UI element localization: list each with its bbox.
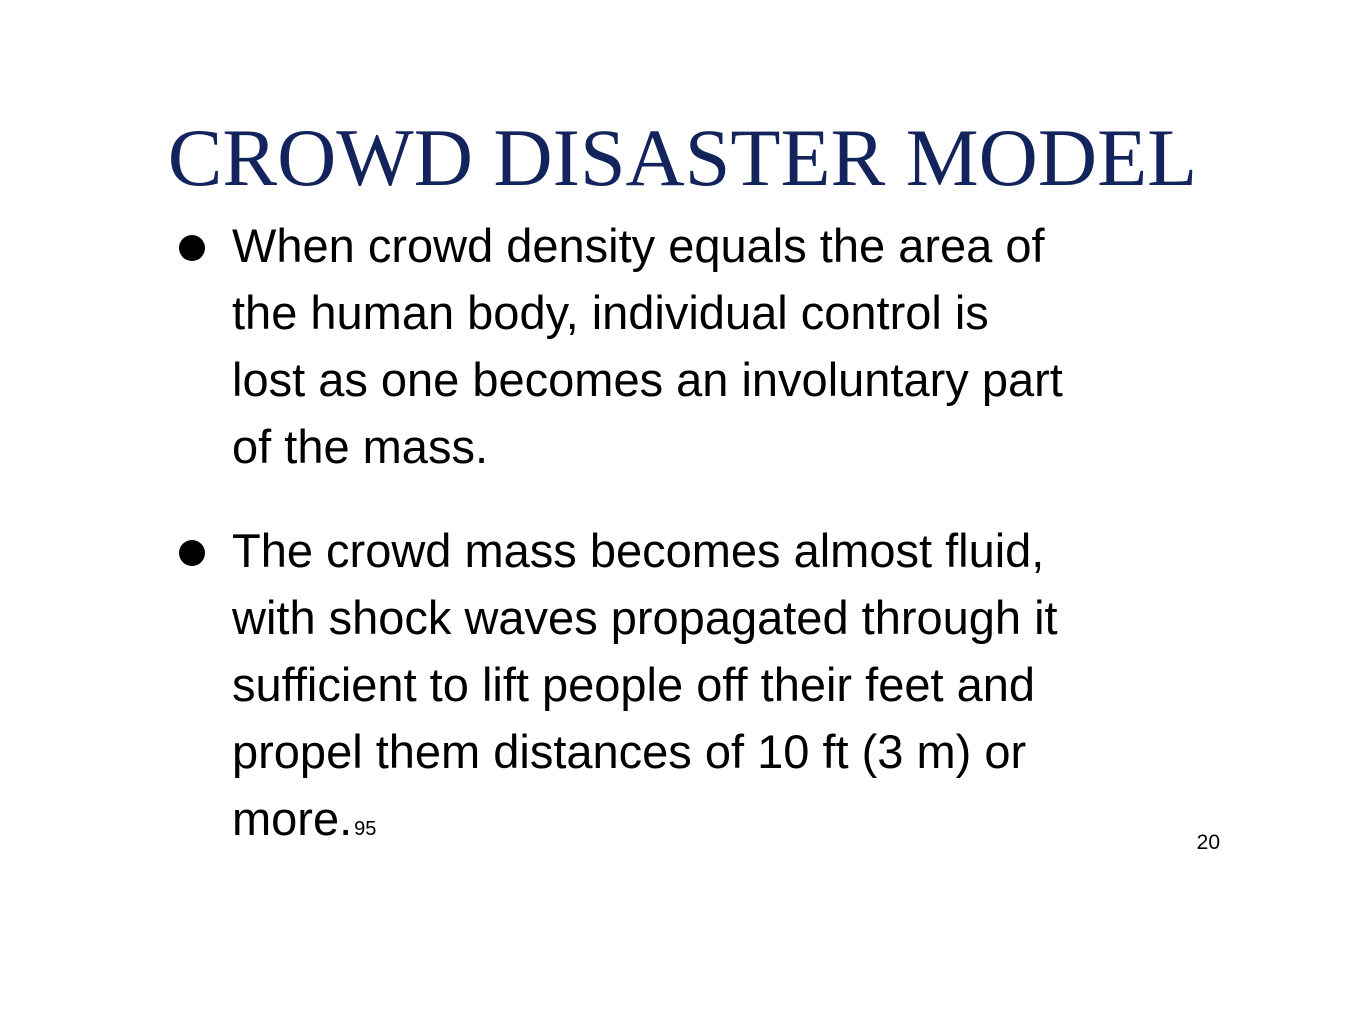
- slide-title: CROWD DISASTER MODEL: [167, 112, 1198, 203]
- bullet-line: with shock waves propagated through it: [232, 591, 1058, 644]
- bullet-line: lost as one becomes an involuntary part: [232, 353, 1063, 406]
- bullet-line: When crowd density equals the area of: [232, 219, 1045, 272]
- page-number: 20: [1196, 831, 1220, 854]
- bullet-dot-icon: [179, 235, 205, 261]
- bullet-dot-icon: [179, 540, 205, 566]
- bullet-line: of the mass.: [232, 420, 488, 473]
- bullet-list: [170, 212, 1250, 863]
- bullet-text: [232, 212, 1250, 480]
- bullet-item-1: [170, 212, 1250, 480]
- bullet-line: propel them distances of 10 ft (3 m) or: [232, 725, 1027, 778]
- bullet-line: sufficient to lift people off their feet and: [232, 658, 1036, 711]
- bullet-text: [232, 517, 1250, 863]
- bullet-line: more.: [232, 792, 353, 845]
- bullet-item-2: [170, 517, 1250, 863]
- bullet-last-line: [232, 785, 1250, 863]
- reference-number: 95: [354, 818, 377, 840]
- bullet-line: the human body, individual control is: [232, 286, 989, 339]
- bullet-line: The crowd mass becomes almost fluid,: [232, 524, 1045, 577]
